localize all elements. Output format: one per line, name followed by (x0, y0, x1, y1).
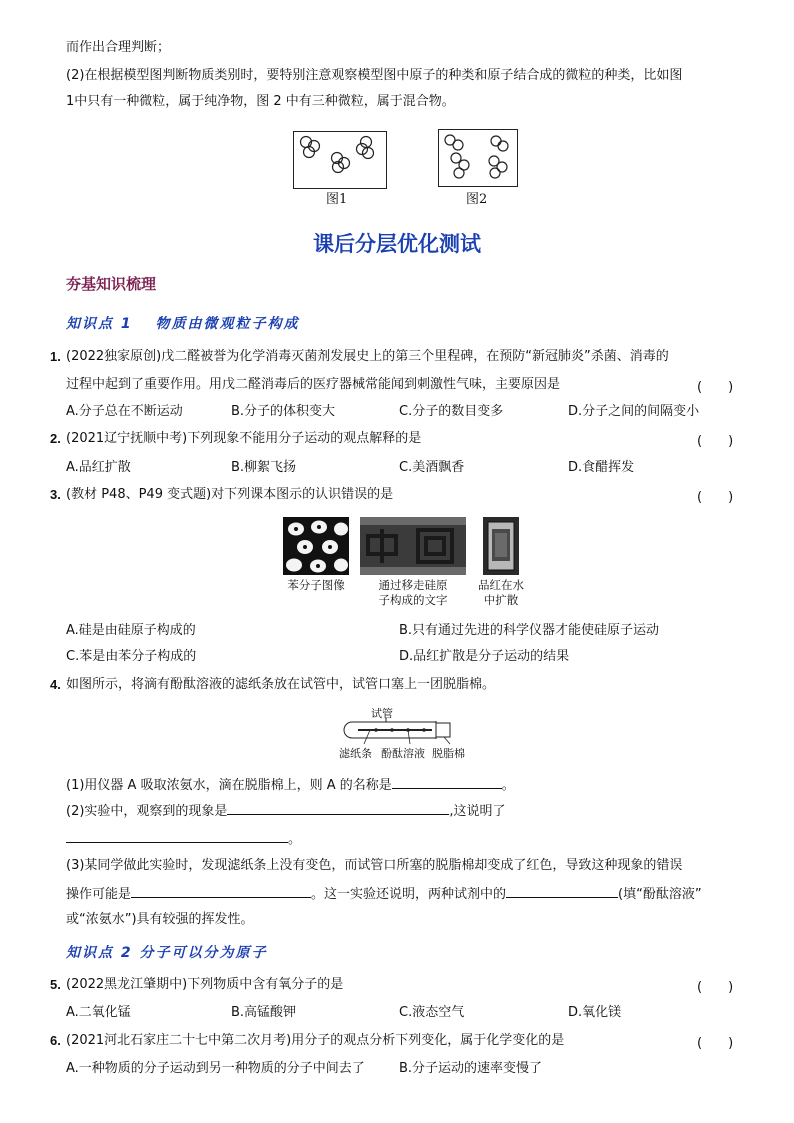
q5-text: (2022黑龙江肇期中)下列物质中含有氧分子的是 (66, 977, 344, 992)
q1-answer-paren: ( ) (697, 380, 734, 395)
q1-option-c: C.分子的数目变多 (399, 404, 504, 419)
q4-sub-2 (66, 801, 506, 821)
photo-1-caption: 苯分子图像 (287, 578, 345, 592)
q6-text: (2021河北石家庄二十七中第二次月考)用分子的观点分析下列变化，属于化学变化的是 (66, 1033, 565, 1048)
intro-line-1: 而作出合理判断； (66, 40, 171, 55)
figure-2-molecules (438, 129, 517, 186)
q4-blank-5[interactable] (506, 884, 618, 898)
page-title: 课后分层优化测试 (313, 232, 481, 256)
q3-option-a: A.硅是由硅原子构成的 (66, 623, 196, 638)
silicon-atom-text-photo (360, 517, 466, 575)
q4-sub-1-end: 。 (501, 778, 515, 793)
q3-number: 3. (50, 487, 61, 502)
photo-2-caption (363, 578, 463, 608)
q5-option-d: D.氧化镁 (568, 1005, 622, 1020)
photo-3-caption (468, 578, 534, 608)
q1-text-1: (2022独家原创)戊二醛被誉为化学消毒灭菌剂发展史上的第三个里程碑，在预防“新冠肺炎”杀菌、消毒的 (66, 349, 669, 364)
q4-sub-3-text-c: 。这一实验还说明，两种试剂中的 (311, 887, 507, 902)
q2-option-c: C.美酒飘香 (399, 460, 465, 475)
q6-option-b: B.分子运动的速率变慢了 (399, 1061, 543, 1076)
label-phenolphthalein: 酚酞溶液 (381, 747, 425, 760)
q6-answer-paren: ( ) (697, 1036, 734, 1051)
q4-sub-1 (66, 775, 515, 795)
q2-option-b: B.柳絮飞扬 (231, 460, 297, 475)
benzene-molecule-photo (283, 517, 349, 575)
q5-option-a: A.二氧化锰 (66, 1005, 131, 1020)
q1-option-a: A.分子总在不断运动 (66, 404, 183, 419)
q4-sub-3-text-b: 操作可能是 (66, 887, 132, 902)
q4-sub-2-end: 。 (288, 832, 302, 847)
q4-blank-4[interactable] (131, 884, 311, 898)
diffusion-beaker-photo (483, 517, 519, 575)
intro-line-2: (2)在根据模型图判断物质类别时，要特别注意观察模型图中原子的种类和原子结合成的微粒的种类，比如图 (66, 68, 683, 83)
q2-option-a: A.品红扩散 (66, 460, 131, 475)
q6-option-a: A.一种物质的分子运动到另一种物质的分子中间去了 (66, 1061, 365, 1076)
q4-sub-3-text-d: (填“酚酞溶液” (618, 887, 702, 902)
q4-sub-3-line-2 (66, 884, 702, 904)
figure-1-molecules (293, 131, 386, 188)
q4-sub-1-text: (1)用仪器 A 吸取浓氨水，滴在脱脂棉上，则 A 的名称是 (66, 778, 392, 793)
label-test-tube: 试管 (371, 707, 393, 720)
q2-option-d: D.食醋挥发 (568, 460, 635, 475)
q2-number: 2. (50, 431, 61, 446)
photo-3-caption-line-2: 中扩散 (483, 593, 519, 607)
q1-option-d: D.分子之间的间隔变小 (568, 404, 700, 419)
q5-answer-paren: ( ) (697, 980, 734, 995)
photo-2-caption-line-2: 子构成的文字 (378, 593, 448, 607)
intro-line-3: 1中只有一种微粒，属于纯净物，图 2 中有三种微粒，属于混合物。 (66, 94, 455, 109)
q3-text: (教材 P48、P49 变式题)对下列课本图示的认识错误的是 (66, 487, 394, 502)
test-tube-diagram (340, 718, 460, 748)
q4-sub-2-text: (2)实验中，观察到的现象是 (66, 804, 228, 819)
q4-sub-2-text-b: ,这说明了 (449, 804, 506, 819)
figure-1-caption: 图1 (326, 192, 348, 207)
q2-text: (2021辽宁抚顺中考)下列现象不能用分子运动的观点解释的是 (66, 431, 422, 446)
photo-3-caption-line-1: 品红在水 (478, 578, 524, 592)
q5-option-b: B.高锰酸钾 (231, 1005, 297, 1020)
q3-answer-paren: ( ) (697, 490, 734, 505)
figure-2-caption: 图2 (466, 192, 488, 207)
q4-blank-3[interactable] (66, 829, 288, 843)
knowledge-point-1: 知识点 1 物质由微观粒子构成 (66, 316, 300, 332)
q4-blank-2[interactable] (227, 801, 449, 815)
section-heading: 夯基知识梳理 (66, 275, 157, 293)
q3-option-c: C.苯是由苯分子构成的 (66, 649, 197, 664)
q4-sub-2-cont (66, 829, 301, 849)
q4-number: 4. (50, 677, 61, 692)
q4-sub-3: (3)某同学做此实验时，发现滤纸条上没有变色，而试管口所塞的脱脂棉却变成了红色，导致这种现象的错误 (66, 858, 683, 873)
q1-option-b: B.分子的体积变大 (231, 404, 336, 419)
q1-text-2: 过程中起到了重要作用。用戊二醛消毒后的医疗器械常能闻到刺激性气味，主要原因是 (66, 377, 561, 392)
q1-number: 1. (50, 349, 61, 364)
q5-number: 5. (50, 977, 61, 992)
q3-option-d: D.品红扩散是分子运动的结果 (399, 649, 570, 664)
q3-option-b: B.只有通过先进的科学仪器才能使硅原子运动 (399, 623, 660, 638)
label-filter-paper: 滤纸条 (339, 747, 372, 760)
q5-option-c: C.液态空气 (399, 1005, 465, 1020)
label-cotton: 脱脂棉 (432, 747, 465, 760)
q4-blank-1[interactable] (392, 775, 502, 789)
knowledge-point-2: 知识点 2 分子可以分为原子 (66, 945, 268, 961)
q4-text: 如图所示，将滴有酚酞溶液的滤纸条放在试管中，试管口塞上一团脱脂棉。 (66, 677, 496, 692)
q6-number: 6. (50, 1033, 61, 1048)
photo-2-caption-line-1: 通过移走硅原 (378, 578, 448, 592)
q4-sub-3-line-3: 或“浓氨水”)具有较强的挥发性。 (66, 912, 254, 927)
q2-answer-paren: ( ) (697, 434, 734, 449)
